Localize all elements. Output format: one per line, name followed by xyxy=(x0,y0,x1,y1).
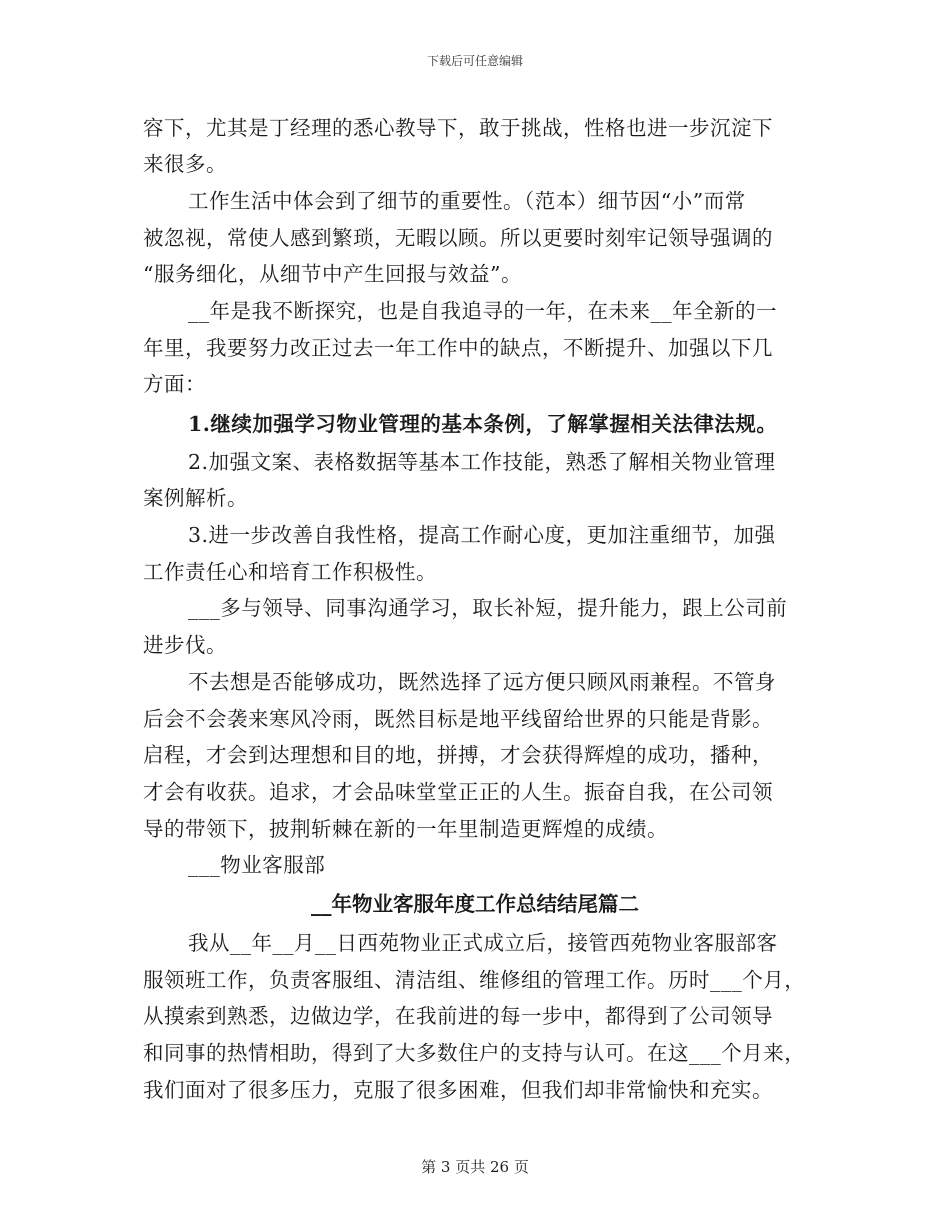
paragraph-line: 年里，我要努力改正过去一年工作中的缺点，不断提升、加强以下几 xyxy=(143,336,773,360)
paragraph-line: 方面： xyxy=(143,372,206,396)
paragraph-line: 服领班工作，负责客服组、清洁组、维修组的管理工作。历时___个月， xyxy=(143,968,806,992)
paragraph-line: “服务细化，从细节中产生回报与效益”。 xyxy=(143,262,522,286)
paragraph-line: 后会不会袭来寒风冷雨，既然目标是地平线留给世界的只能是背影。 xyxy=(143,707,773,731)
paragraph-line: 才会有收获。追求，才会品味堂堂正正的人生。振奋自我，在公司领 xyxy=(143,780,773,804)
paragraph-line: 不去想是否能够成功，既然选择了远方便只顾风雨兼程。不管身 xyxy=(188,670,776,694)
paragraph-line: 从摸索到熟悉，边做边学，在我前进的每一步中，都得到了公司领导 xyxy=(143,1004,773,1028)
paragraph-line: 工作生活中体会到了细节的重要性。（范本）细节因“小”而常 xyxy=(188,189,746,213)
page-header: 下载后可任意编辑 xyxy=(426,54,523,68)
signature-line: ___物业客服部 xyxy=(188,853,326,877)
paragraph-line: 来很多。 xyxy=(143,152,227,176)
paragraph-line: 工作责任心和培育工作积极性。 xyxy=(143,560,437,584)
bold-list-item: 1.继续加强学习物业管理的基本条例，了解掌握相关法律法规。 xyxy=(188,412,778,436)
section-title: __年物业客服年度工作总结结尾篇二 xyxy=(311,892,639,916)
paragraph-line: 我从__年__月__日西苑物业正式成立后，接管西苑物业客服部客 xyxy=(188,931,778,955)
paragraph-line: 导的带领下，披荆斩棘在新的一年里制造更辉煌的成绩。 xyxy=(143,817,668,841)
paragraph-line: 和同事的热情相助，得到了大多数住户的支持与认可。在这___个月来， xyxy=(143,1041,806,1065)
paragraph-line: __年是我不断探究，也是自我追寻的一年，在未来__年全新的一 xyxy=(188,299,777,323)
list-item: 3.进一步改善自我性格，提高工作耐心度，更加注重细节，加强 xyxy=(188,523,776,547)
paragraph-line: 我们面对了很多压力，克服了很多困难，但我们却非常愉快和充实。 xyxy=(143,1078,773,1102)
page-footer: 第 3 页共 26 页 xyxy=(421,1158,529,1176)
paragraph-line: 进步伐。 xyxy=(143,633,227,657)
list-item: ___多与领导、同事沟通学习，取长补短，提升能力，跟上公司前 xyxy=(188,596,788,620)
paragraph-line: 案例解析。 xyxy=(143,486,248,510)
paragraph-line: 被忽视，常使人感到繁琐，无暇以顾。所以更要时刻牢记领导强调的 xyxy=(143,226,773,250)
list-item: 2.加强文案、表格数据等基本工作技能，熟悉了解相关物业管理 xyxy=(188,450,776,474)
paragraph-line: 容下，尤其是丁经理的悉心教导下，敢于挑战，性格也进一步沉淀下 xyxy=(143,116,773,140)
paragraph-line: 启程，才会到达理想和目的地，拼搏，才会获得辉煌的成功，播种， xyxy=(143,743,773,767)
